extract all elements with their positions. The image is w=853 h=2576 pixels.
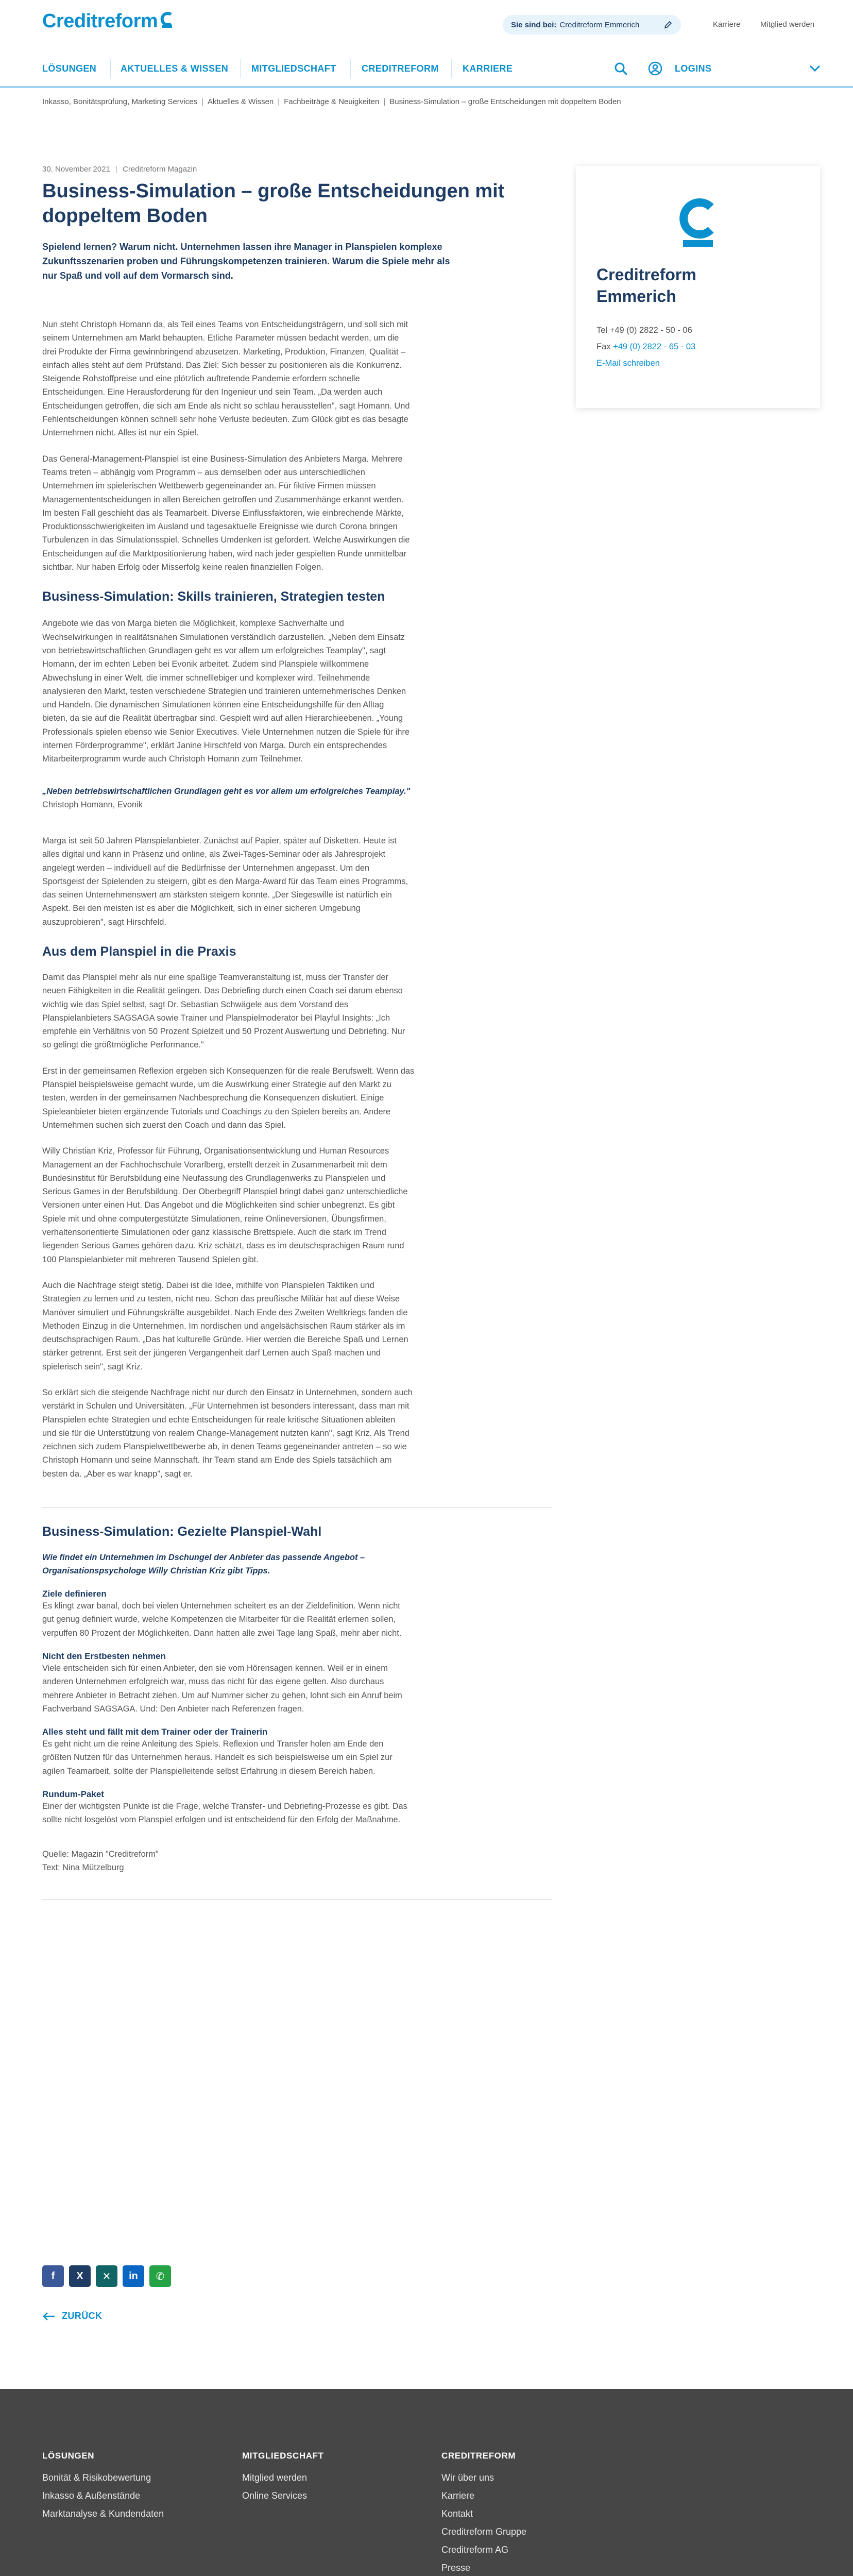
pencil-icon [663, 20, 673, 29]
main-navigation [0, 49, 853, 88]
article-meta [42, 165, 552, 174]
title-line: doppeltem Boden [42, 205, 208, 227]
footer-link[interactable]: Kontakt [441, 2509, 473, 2519]
breadcrumb-separator: | [201, 97, 203, 106]
tip-title: Alles steht und fällt mit dem Trainer oder der Trainerin [42, 1727, 268, 1737]
paragraph: Angebote wie das von Marga bieten die Möglichkeit, komplexe Sachverhalte und Wechselwirkungen in realitätsnahen Simulationen verständlich darzustellen. „Neben dem Einsatz von betriebswirtschaftlichen Grundlagen geht es vor allem um erfolgreiches Teamplay", sagt Homann, der im echten Leben bei Evonik arbeitet. Zudem sind Planspiele willkommene Abwechslung in einer Welt, die immer schnelllebiger und komplexer wird. Teilnehmende analysieren den Markt, testen verschiedene Strategien und trainieren unternehmerisches Denken und Handeln. Die dynamischen Simulationen können eine Entscheidungshilfe für den Alltag bieten, da sie auf die Realität übertragbar sind. Gespielt wird auf allen Hierarchieebenen. „Young Professionals spielen ebenso wie Senior Executives. Viele Unternehmen nutzen die Spiele für ihre internen Förderprogramme", erklärt Janine Hirschfeld von Marga. Durch ein entsprechendes Mitarbeiterprogramm wurde auch Christoph Homann zum Teilnehmer. [42, 619, 410, 764]
nav-logins[interactable]: LOGINS [675, 63, 712, 74]
email-link[interactable]: E-Mail schreiben [596, 359, 660, 368]
contact-phone: Tel +49 (0) 2822 - 50 - 06 [596, 326, 692, 335]
footer-link[interactable]: Bonität & Risikobewertung [42, 2472, 151, 2483]
paragraph: Das General-Management-Planspiel ist eine Business-Simulation des Anbieters Marga. Mehrere Teams treten – abhängig vom Programm – aus demselben oder aus unterschiedlichen Unternehmen im spielerischen Wettbewerb gegeneinander an. Für fiktive Firmen müssen Managemententscheidungen in allen Bereichen getroffen und Zusammenhänge erkannt werden. Im besten Fall geschieht das als Teamarbeit. Diverse Einflussfaktoren, wie einbrechende Märkte, Produktionsschwierigkeiten im Ausland und tagesaktuelle Ereignisse wie durch Corona bringen Turbulenzen in das Simulationsspiel. Schnelles Umdenken ist gefordert. Welche Auswirkungen die Entscheidungen auf die Marktpositionierung haben, wird nach jeder gespielten Runde unmittelbar sichtbar. Nur haben Erfolg oder Misserfolg keine realen finanziellen Folgen. [42, 454, 410, 572]
back-button[interactable] [42, 2311, 102, 2321]
footer-column [242, 2451, 324, 2509]
paragraph: Damit das Planspiel mehr als nur eine spaßige Teamveranstaltung ist, muss der Transfer der neuen Fähigkeiten in die Realität gelingen. Das Debriefing durch einen Coach sei darum ebenso wichtig wie das Spiel selbst, sagt Dr. Sebastian Schwägele aus dem Vorstand des Planspielanbieters SAGSAGA sowie Trainer und Planspielmoderator bei Playful Insights: „Ich empfehle ein Verhältnis von 50 Prozent Spielzeit und 50 Prozent Auswertung und Debriefing. Nur so gelingt die größtmögliche Performance." [42, 972, 405, 1050]
nav-item-aktuelles-wissen[interactable]: AKTUELLES & WISSEN [121, 63, 229, 74]
user-icon[interactable] [648, 61, 662, 76]
footer-link[interactable]: Presse [441, 2563, 471, 2573]
nav-item-mitgliedschaft[interactable]: MITGLIEDSCHAFT [251, 63, 336, 74]
meta-separator: | [115, 165, 117, 174]
intro-line: Zukunftsszenarien proben und Führungskompetenzen trainieren. Warum die Spiele mehr als [42, 256, 450, 266]
top-link-mitglied-werden[interactable]: Mitglied werden [760, 20, 815, 29]
creditreform-c-logo [677, 198, 719, 249]
footer-link[interactable]: Mitglied werden [242, 2472, 308, 2483]
footer-link[interactable]: Karriere [441, 2490, 475, 2501]
footer [0, 2389, 853, 2576]
breadcrumb-separator: | [383, 97, 386, 106]
tip-text: Es geht nicht um die reine Anleitung des Spiels. Reflexion und Transfer holen am Ende den größten Nutzen für das Unternehmen heraus. Handelt es sich beispielsweise um ein Spiel zur agilen Teamarbeit, sollte der Planspielleitende selbst Erfahrung in diesem Bereich haben. [42, 1739, 393, 1776]
tip-text: Einer der wichtigsten Punkte ist die Frage, welche Transfer- und Debriefing-Prozesse es gibt. Das sollte nicht losgelöst vom Planspiel erfolgen und ist entscheidend für den Erfolg der Maßnahme. [42, 1802, 407, 1825]
breadcrumb-item[interactable]: Inkasso, Bonitätsprüfung, Marketing Services [42, 97, 197, 106]
facebook-share-icon[interactable]: f [42, 2265, 64, 2287]
paragraph: Willy Christian Kriz, Professor für Führung, Organisationsentwicklung und Human Resources Management an der Fachhochschule Vorarlberg, erstellt derzeit in Zusammenarbeit mit dem Bundesinstitut für Berufsbildung eine Neufassung des Grundlagenwerks zu Planspielen und Serious Games in der Berufsbildung. Der Oberbegriff Planspiel bringt dabei ganz unterschiedliche Versionen unter einen Hut. Das Angebot und die Möglichkeiten sind schier unbegrenzt. Es gibt Spiele mit und ohne computergestützte Simulationen, reine Onlineversionen, Übungsfirmen, verhaltensorientierte Simulationen oder ganz klassische Brettspiele. Auch die stark im Trend liegenden Serious Games gehören dazu. Kriz schätzt, dass es im deutschsprachigen Raum rund 100 Planspielanbieter mit mehreren Tausend Spielen gibt. [42, 1146, 408, 1264]
quote-author: Christoph Homann, Evonik [42, 800, 143, 809]
location-selector[interactable] [503, 15, 681, 35]
creditreform-logo[interactable] [42, 10, 174, 32]
breadcrumb [42, 96, 621, 107]
xing-share-icon[interactable]: ✕ [96, 2265, 117, 2287]
paragraph: Auch die Nachfrage steigt stetig. Dabei ist die Idee, mithilfe von Planspielen Taktiken und Strategien zu lernen und zu testen, nicht neu. Schon das preußische Militär hat auf diese Weise Manöver simuliert und Führungskräfte ausgebildet. Nach Ende des Zweiten Weltkriegs fanden die Methoden Einzug in die Unternehmen. Im nordischen und angelsächsischen Raum stärker als im deutschsprachigen Raum. „Das hat kulturelle Gründe. Hier werden die Bereiche Spaß und Lernen stärker getrennt. Erst seit der jüngeren Vergangenheit darf Lernen auch Spaß machen und spielerisch sein", sagt Kriz. [42, 1280, 408, 1371]
nav-divider [240, 59, 241, 78]
footer-heading: CREDITREFORM [441, 2451, 516, 2461]
arrow-left-icon [42, 2312, 56, 2321]
tip [42, 1589, 552, 1640]
paragraph: Erst in der gemeinsamen Reflexion ergeben sich Konsequenzen für die reale Berufswelt. Wenn das Planspiel beispielsweise gemacht wurde, um die Auswirkung einer Strategie auf den Markt zu testen, werden in der gemeinsamen Nachbesprechung die Konsequenzen diskutiert. Einige Spieleanbieter bieten ergänzende Tutorials und Coachings zu den Spielen bereits an. Andere Unternehmen suchen sich zuerst den Coach und dann das Spiel. [42, 1066, 415, 1130]
footer-link[interactable]: Inkasso & Außenstände [42, 2490, 141, 2501]
intro-line: nur Spaß und voll auf dem Vormarsch sind. [42, 270, 233, 281]
fax-number: +49 (0) 2822 - 65 - 03 [613, 342, 696, 351]
footer-link[interactable]: Creditreform AG [441, 2545, 509, 2555]
logo-wordmark: Creditreform [42, 10, 158, 32]
footer-link[interactable]: Wir über uns [441, 2472, 494, 2483]
tip-title: Nicht den Erstbesten nehmen [42, 1651, 166, 1661]
article-source: Quelle: Magazin "Creditreform" [42, 1849, 159, 1859]
location-value: Creditreform Emmerich [559, 20, 640, 29]
nav-divider [110, 59, 111, 78]
footer-heading: MITGLIEDSCHAFT [242, 2451, 324, 2461]
quote-text: „Neben betriebswirtschaftlichen Grundlagen geht es vor allem um erfolgreiches Teamplay." [42, 786, 411, 796]
breadcrumb-separator: | [278, 97, 280, 106]
nav-divider [350, 59, 351, 78]
phone-link[interactable]: +49 (0) 2822 - 50 - 06 [609, 326, 692, 335]
tip-text: Es klingt zwar banal, doch bei vielen Unternehmen scheitert es an der Zieldefinition. Wenn nicht gut genug definiert wurde, welche Kompetenzen die Mitarbeiter für die Realität erlernen sollen, verpuffen 80 Prozent der Möglichkeiten. Dann hatten alle zwei Tage lang Spaß, mehr aber nicht. [42, 1601, 402, 1638]
top-link-karriere[interactable]: Karriere [713, 20, 741, 29]
blockquote [42, 785, 552, 811]
tip [42, 1651, 552, 1716]
breadcrumb-item[interactable]: Aktuelles & Wissen [207, 97, 274, 106]
article-intro [42, 240, 552, 283]
search-icon[interactable] [613, 61, 628, 76]
paragraph: So erklärt sich die steigende Nachfrage nicht nur durch den Einsatz in Unternehmen, sondern auch verstärkt in Schulen und Universitäten. „Für Unternehmen ist besonders interessant, dass man mit Planspielen echte Strategien und echte Entscheidungen für reale kritische Situationen ableiten und sie für die Unterstützung von realem Change-Management nutzten kann", sagt Kriz. Als Trend zeichnen sich zudem Planspielwettbewerbe ab, in denen Teams gegeneinander antreten – so wie Christoph Homann und seine Mannschaft. Ihr Team stand am Ende des Spiels tatsächlich am besten da. „Aber es war knapp", sagt er. [42, 1388, 413, 1479]
section-heading: Aus dem Planspiel in die Praxis [42, 944, 236, 959]
nav-item-loesungen[interactable]: LÖSUNGEN [42, 63, 97, 74]
tip [42, 1789, 552, 1827]
back-label: ZURÜCK [62, 2311, 103, 2321]
top-header [0, 0, 853, 49]
article-category: Creditreform Magazin [123, 165, 197, 174]
footer-link[interactable]: Online Services [242, 2490, 308, 2501]
paragraph: Nun steht Christoph Homann da, als Teil eines Teams von Entscheidungsträgern, und soll sich mit seinem Unternehmen am Markt behaupten. Etliche Parameter müssen bedacht werden, um die drei Produkte der Firma gewinnbringend abzusetzen. Marketing, Produktion, Finanzen, Qualität – einfach alles steht auf dem Prüfstand. Das Ziel: Sich besser zu positionieren als die Konkurrenz. Steigende Rohstoffpreise und eine plötzlich auftretende Pandemie erfordern schnelle Entscheidungen. Eine Herausforderung für den Ingenieur und sein Team. „Da werden auch Entscheidungen getroffen, die sich am Ende als nicht so schlau herausstellen", sagt Homann. Und Fehlentscheidungen können schnell sehr hohe Verluste bedeuten. Zum Glück gibt es das besagte Unternehmen nicht. Alles ist nur ein Spiel. [42, 320, 410, 438]
tips-box [42, 1508, 552, 1874]
page-title [42, 179, 552, 228]
article-date: 30. November 2021 [42, 165, 110, 174]
contact-name: Creditreform Emmerich [596, 265, 696, 306]
breadcrumb-current: Business-Simulation – große Entscheidungen mit doppeltem Boden [389, 97, 621, 106]
tip [42, 1727, 552, 1778]
footer-column [441, 2451, 526, 2576]
section-heading: Business-Simulation: Skills trainieren, Strategien testen [42, 589, 385, 604]
contact-card [576, 166, 820, 408]
chevron-down-icon[interactable] [809, 63, 821, 74]
footer-link[interactable]: Marktanalyse & Kundendaten [42, 2509, 164, 2519]
nav-item-creditreform[interactable]: CREDITREFORM [362, 63, 439, 74]
divider [42, 1899, 552, 1900]
box-heading: Business-Simulation: Gezielte Planspiel-Wahl [42, 1524, 322, 1539]
tip-title: Rundum-Paket [42, 1789, 104, 1800]
footer-column [42, 2451, 164, 2527]
article-credits [42, 1848, 552, 1875]
breadcrumb-item[interactable]: Fachbeiträge & Neuigkeiten [284, 97, 380, 106]
nav-item-karriere[interactable]: KARRIERE [463, 63, 513, 74]
article [42, 165, 552, 1900]
box-intro: Wie findet ein Unternehmen im Dschungel der Anbieter das passende Angebot – Organisationspsychologe Willy Christian Kriz gibt Tipps. [42, 1553, 365, 1576]
nav-divider [451, 59, 452, 78]
x-share-icon[interactable]: X [69, 2265, 91, 2287]
contact-fax: Fax +49 (0) 2822 - 65 - 03 [596, 342, 696, 351]
article-author: Text: Nina Mützelburg [42, 1862, 124, 1872]
location-label: Sie sind bei: [511, 20, 557, 29]
tip-text: Viele entscheiden sich für einen Anbieter, den sie vom Hörensagen kennen. Weil er in einem anderen Unternehmen erfolgreich war, muss das nicht für das eigene gelten. Also durchaus mehrere Anbieter in Betracht ziehen. Um auf Nummer sicher zu gehen, lohnt sich ein Anruf beim Fachverband SAGSAGA. Und: Den Anbieter nach Referenzen fragen. [42, 1663, 402, 1714]
footer-link[interactable]: Creditreform Gruppe [441, 2527, 527, 2537]
whatsapp-share-icon[interactable]: ✆ [149, 2265, 171, 2287]
intro-line: Spielend lernen? Warum nicht. Unternehmen lassen ihre Manager in Planspielen komplexe [42, 242, 442, 252]
linkedin-share-icon[interactable]: in [123, 2265, 144, 2287]
logo-mark-icon [160, 11, 174, 29]
title-line: Business-Simulation – große Entscheidungen mit [42, 180, 505, 202]
tip-title: Ziele definieren [42, 1589, 107, 1599]
paragraph: Marga ist seit 50 Jahren Planspielanbieter. Zunächst auf Papier, später auf Disketten. Heute ist alles digital und kann in Präsenz und online, als Zwei-Tages-Seminar oder als Jahresprojekt angelegt werden – individuell auf die Bedürfnisse der Unternehmen angepasst. Um den Sportsgeist der Spielenden zu steigern, gibt es den Marga-Award für das Team eines Programms, das seinen Unternehmenswert am stärksten steigern konnte. „Der Siegeswille ist natürlich ein Aspekt. Bei den meisten ist es aber die Möglichkeit, sich in einer sicheren Umgebung auszuprobieren", sagt Hirschfeld. [42, 836, 408, 927]
footer-heading: LÖSUNGEN [42, 2451, 95, 2461]
